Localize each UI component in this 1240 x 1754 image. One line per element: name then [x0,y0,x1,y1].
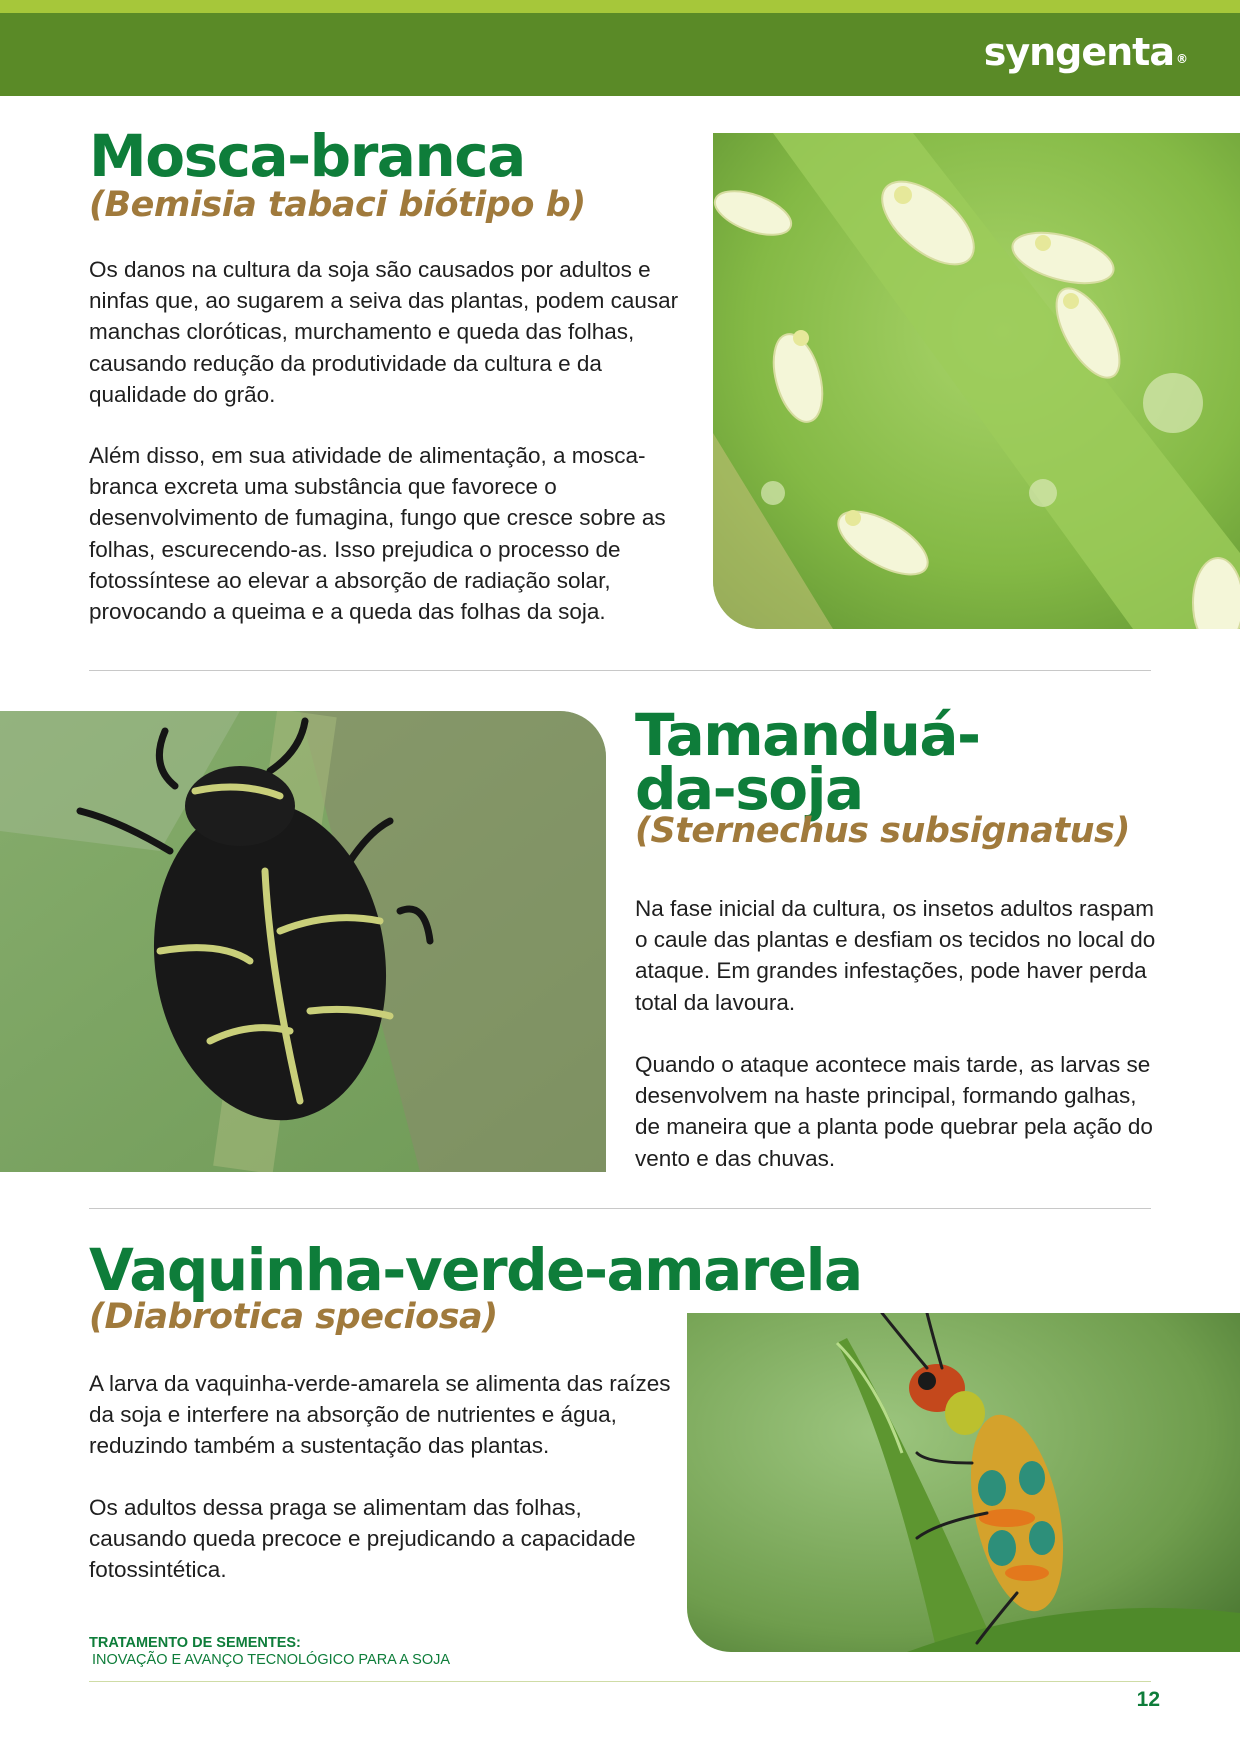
registered-mark: ® [1176,52,1187,66]
logo-text: syngenta [983,30,1174,74]
pest-title-vaquinha: Vaquinha-verde-amarela [89,1236,862,1304]
footer-label-line1: TRATAMENTO DE SEMENTES: [89,1635,301,1651]
paragraph-vaquinha-1: A larva da vaquinha-verde-amarela se alimenta das raízes da soja e interfere na absorção de nutrientes e água, reduzindo também a sustentação das plantas. [89,1371,671,1459]
section-divider-1 [89,670,1151,671]
header-accent-stripe [0,0,1240,13]
paragraph-mosca-2: Além disso, em sua atividade de alimentação, a mosca-branca excreta uma substância que favorece o desenvolvimento de fumagina, fungo que cresce sobre as folhas, escurecendo-as. Isso prejudica o processo de fotossíntese ao elevar a absorção de radiação solar, provocando a queima e a queda das folhas da soja. [89,443,666,625]
scientific-name-bemisia: (Bemisia tabaci biótipo b) [89,185,586,225]
syngenta-logo [984,26,1187,78]
paragraph-mosca-1: Os danos na cultura da soja são causados por adultos e ninfas que, ao sugarem a seiva das plantas, podem causar manchas cloróticas, murchamento e queda das folhas, causando redução da produtividade da cultura e da qualidade do grão. [89,257,679,407]
page-number: 12 [1136,1688,1160,1711]
section-divider-2 [89,1208,1151,1209]
pest-title-mosca-branca: Mosca-branca [89,122,525,190]
photo-weevil [0,711,606,1172]
paragraph-tamandua-2: Quando o ataque acontece mais tarde, as larvas se desenvolvem na haste principal, formando galhas, de maneira que a planta pode quebrar pela ação do vento e das chuvas. [635,1052,1153,1171]
footer-divider [89,1681,1151,1682]
paragraph-vaquinha-2: Os adultos dessa praga se alimentam das folhas, causando queda precoce e prejudicando a capacidade fotossintética. [89,1495,636,1583]
scientific-name-diabrotica: (Diabrotica speciosa) [89,1297,498,1337]
photo-whitefly [713,133,1240,629]
paragraph-tamandua-1: Na fase inicial da cultura, os insetos adultos raspam o caule das plantas e desfiam os tecidos no local do ataque. Em grandes infestações, pode haver perda total da lavoura. [635,896,1156,1015]
footer-label-line2: INOVAÇÃO E AVANÇO TECNOLÓGICO PARA A SOJA [92,1652,451,1668]
pest-title-tamandua-line1: Tamanduá- [635,701,980,769]
footer-label [89,1635,450,1669]
photo-diabrotica [687,1313,1240,1652]
scientific-name-sternechus: (Sternechus subsignatus) [635,811,1130,851]
pest-title-tamandua-line2: da-soja [635,755,863,823]
